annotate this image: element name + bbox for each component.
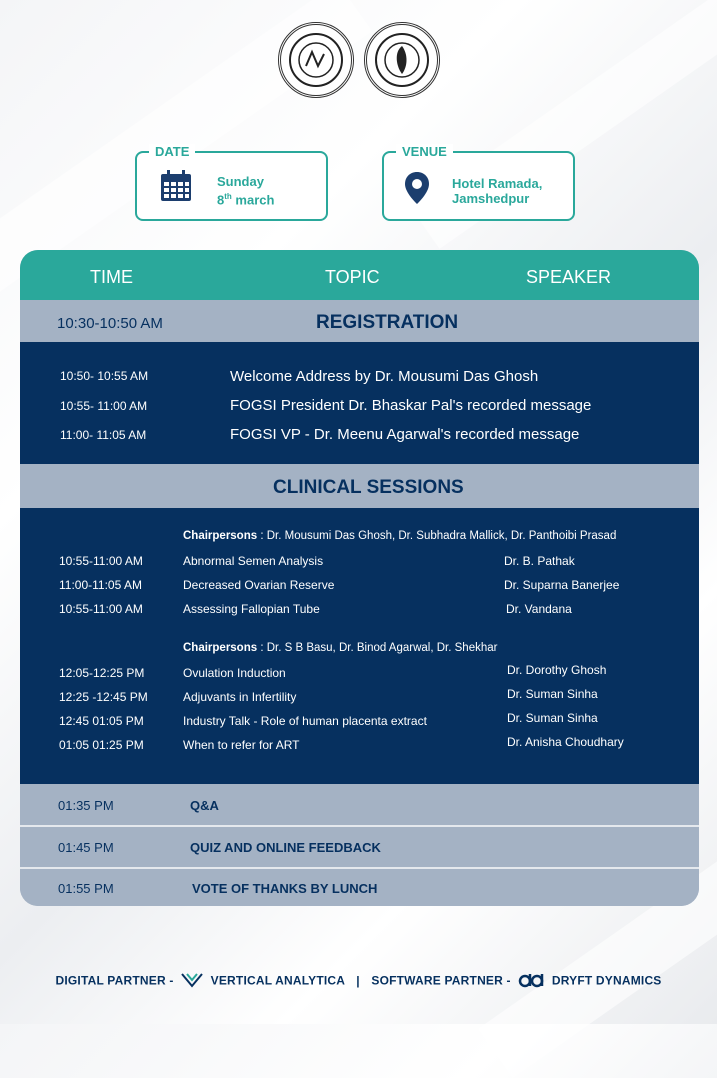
opening-time: 10:50- 10:55 AM (60, 369, 149, 383)
session-time: 11:00-11:05 AM (59, 578, 142, 592)
registration-row (20, 300, 699, 342)
date-day: Sunday (217, 174, 264, 189)
closing-row (20, 784, 699, 825)
registration-time: 10:30-10:50 AM (57, 315, 163, 332)
venue-line1: Hotel Ramada, (452, 176, 543, 191)
closing-topic: Q&A (190, 798, 219, 813)
dryft-dynamics-icon (518, 972, 544, 991)
clinical-title: CLINICAL SESSIONS (273, 477, 464, 498)
session-topic: Abnormal Semen Analysis (183, 554, 324, 568)
location-pin-icon (404, 171, 430, 210)
registration-title: REGISTRATION (316, 312, 459, 333)
vertical-analytica-icon (181, 972, 203, 991)
session-speaker: Dr. Vandana (506, 602, 572, 616)
opening-time: 11:00- 11:05 AM (60, 428, 147, 442)
schedule-card (20, 250, 699, 906)
date-label: DATE (149, 144, 195, 159)
digital-partner-name: VERTICAL ANALYTICA (210, 973, 345, 988)
opening-block (20, 342, 699, 464)
session-topic: Decreased Ovarian Reserve (183, 578, 335, 592)
session-speaker: Dr. Anisha Choudhary (507, 735, 624, 749)
software-partner-name: DRYFT DYNAMICS (551, 973, 662, 988)
venue-line2: Jamshedpur (452, 191, 530, 206)
venue-label: VENUE (396, 144, 453, 159)
session-topic: Industry Talk - Role of human placenta extract (183, 714, 427, 728)
session-speaker: Dr. Suman Sinha (507, 687, 598, 701)
session-time: 10:55-11:00 AM (59, 602, 143, 616)
closing-topic: VOTE OF THANKS BY LUNCH (192, 881, 378, 896)
logo-row (0, 22, 717, 98)
date-text (217, 174, 274, 207)
fogsi-logo (364, 22, 440, 98)
footer-separator: | (356, 973, 360, 988)
header-speaker: SPEAKER (526, 267, 612, 287)
calendar-icon (159, 169, 193, 208)
session-speaker: Dr. Dorothy Ghosh (507, 663, 607, 677)
footer (0, 972, 717, 991)
software-partner-label: SOFTWARE PARTNER - (371, 973, 511, 988)
closing-row (20, 869, 699, 906)
opening-time: 10:55- 11:00 AM (60, 399, 148, 413)
jogs-logo (278, 22, 354, 98)
session1-chairpersons: Chairpersons : Dr. Mousumi Das Ghosh, Dr. Subhadra Mallick, Dr. Panthoibi Prasad (183, 530, 617, 542)
session-speaker: Dr. B. Pathak (504, 554, 575, 568)
session-topic: When to refer for ART (183, 738, 300, 752)
closing-time: 01:35 PM (58, 798, 114, 813)
date-box (135, 144, 328, 221)
session-speaker: Dr. Suparna Banerjee (504, 578, 620, 592)
session-topic: Adjuvants in Infertility (183, 690, 297, 704)
session2-chairpersons: Chairpersons : Dr. S B Basu, Dr. Binod Agarwal, Dr. Shekhar (183, 642, 498, 654)
digital-partner-label: DIGITAL PARTNER - (55, 973, 174, 988)
venue-box (382, 144, 575, 221)
session-time: 12:05-12:25 PM (59, 666, 145, 680)
header-topic: TOPIC (325, 267, 380, 287)
closing-time: 01:55 PM (58, 881, 114, 896)
clinical-block (20, 508, 699, 784)
session-speaker: Dr. Suman Sinha (507, 711, 598, 725)
clinical-title-row (20, 464, 699, 508)
session-topic: Ovulation Induction (183, 666, 286, 680)
closing-time: 01:45 PM (58, 840, 114, 855)
session-time: 01:05 01:25 PM (59, 738, 144, 752)
session-time: 12:45 01:05 PM (59, 714, 144, 728)
venue-text (452, 176, 542, 206)
opening-topic: FOGSI VP - Dr. Meenu Agarwal's recorded message (230, 426, 580, 443)
closing-row (20, 827, 699, 867)
date-value: 8th march (217, 192, 275, 208)
session-time: 12:25 -12:45 PM (59, 690, 148, 704)
opening-topic: Welcome Address by Dr. Mousumi Das Ghosh (230, 368, 539, 385)
session-topic: Assessing Fallopian Tube (183, 602, 320, 616)
closing-topic: QUIZ AND ONLINE FEEDBACK (190, 840, 381, 855)
table-header (20, 250, 699, 300)
opening-topic: FOGSI President Dr. Bhaskar Pal's recorded message (230, 397, 592, 414)
session-time: 10:55-11:00 AM (59, 554, 143, 568)
header-time: TIME (90, 267, 133, 287)
